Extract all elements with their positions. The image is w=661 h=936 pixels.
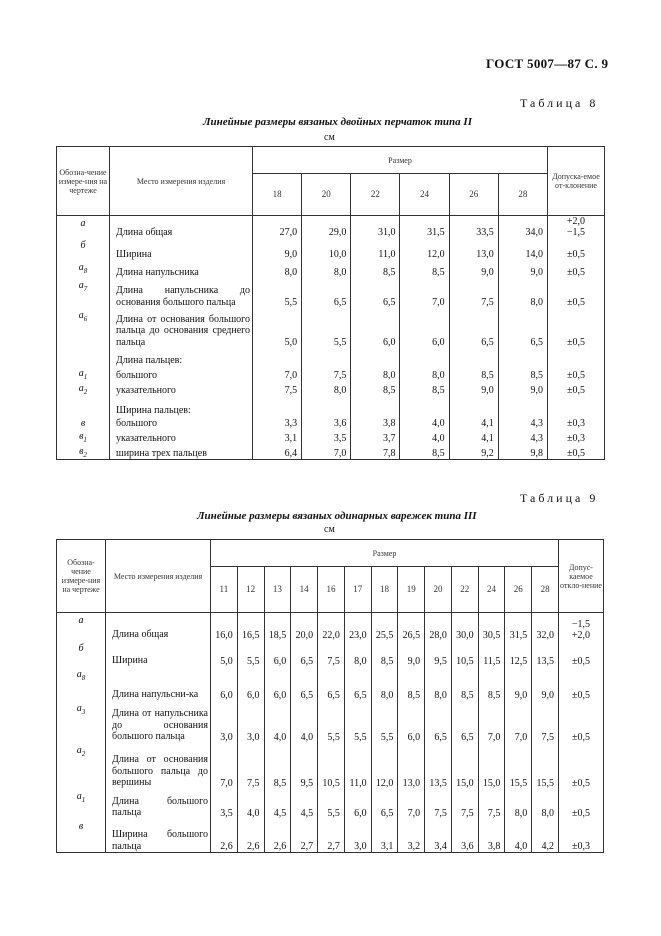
size-value: 4,3 xyxy=(498,429,547,444)
size-value: 9,0 xyxy=(398,641,425,667)
size-value: 8,5 xyxy=(398,667,425,701)
table9-size-18: 18 xyxy=(371,567,398,613)
measurement-code: в xyxy=(57,416,110,429)
size-value: 30,5 xyxy=(478,613,505,641)
size-value: 34,0 xyxy=(498,216,547,239)
size-value: 13,0 xyxy=(449,238,498,260)
table9-col-size: Размер xyxy=(211,540,559,567)
size-value: 8,5 xyxy=(400,260,449,278)
tolerance-value: ±0,5 xyxy=(559,667,604,701)
size-value: 3,2 xyxy=(398,819,425,853)
measurement-place: Длина большого пальца xyxy=(106,789,211,819)
table9-label: Таблица 9 xyxy=(520,491,599,505)
size-value: 6,0 xyxy=(264,641,291,667)
measurement-place: Длина напульсни-ка xyxy=(106,667,211,701)
table9-size-17: 17 xyxy=(344,567,371,613)
table-row xyxy=(57,667,604,701)
measurement-place: Ширина большого пальца xyxy=(106,819,211,853)
size-value: 15,0 xyxy=(478,743,505,789)
size-value: 6,0 xyxy=(344,789,371,819)
size-value: 8,5 xyxy=(351,381,400,396)
measurement-place: указательного xyxy=(110,429,253,444)
table-row xyxy=(57,819,604,853)
measurement-code: а xyxy=(57,613,106,641)
tolerance-value: ±0,5 xyxy=(548,278,605,308)
size-value: 2,7 xyxy=(318,819,345,853)
size-value: 5,5 xyxy=(318,789,345,819)
size-value: 27,0 xyxy=(253,216,302,239)
size-value: 6,5 xyxy=(291,641,318,667)
size-value: 6,5 xyxy=(451,701,478,743)
size-value: 4,1 xyxy=(449,416,498,429)
size-value: 2,6 xyxy=(264,819,291,853)
table-row xyxy=(57,278,605,308)
tolerance-value: ±0,3 xyxy=(548,416,605,429)
size-value: 3,5 xyxy=(302,429,351,444)
size-value: 5,0 xyxy=(253,308,302,348)
table9-size-14: 14 xyxy=(291,567,318,613)
tolerance-value: ±0,5 xyxy=(559,743,604,789)
measurement-place: большого xyxy=(110,366,253,381)
table9-col-place: Место измерения изделия xyxy=(106,540,211,613)
table8-col-size: Размер xyxy=(253,147,548,174)
tolerance-value: −1,5 +2,0 xyxy=(559,613,604,641)
measurement-code: $а_1$ xyxy=(57,366,110,381)
size-value: 8,5 xyxy=(371,641,398,667)
size-value: 26,5 xyxy=(398,613,425,641)
table-row xyxy=(57,444,605,460)
measurement-code: а xyxy=(57,216,110,239)
measurement-code: в xyxy=(57,819,106,853)
size-value: 9,5 xyxy=(291,743,318,789)
size-value: 7,5 xyxy=(253,381,302,396)
size-value: 6,0 xyxy=(237,667,264,701)
tolerance-value: ±0,5 xyxy=(548,260,605,278)
size-value: 12,0 xyxy=(400,238,449,260)
size-value: 5,5 xyxy=(253,278,302,308)
size-value: 31,5 xyxy=(505,613,532,641)
size-value: 6,5 xyxy=(302,278,351,308)
size-value: 3,0 xyxy=(237,701,264,743)
size-value: 9,5 xyxy=(425,641,452,667)
size-value: 8,5 xyxy=(264,743,291,789)
size-value: 6,5 xyxy=(498,308,547,348)
size-value: 2,7 xyxy=(291,819,318,853)
size-value: 6,4 xyxy=(253,444,302,460)
table9-col-tolerance: Допус-каемое откло-нение xyxy=(559,540,604,613)
size-value: 6,5 xyxy=(291,667,318,701)
size-value: 2,6 xyxy=(211,819,238,853)
size-value: 3,4 xyxy=(425,819,452,853)
size-value: 8,0 xyxy=(253,260,302,278)
size-value: 7,5 xyxy=(425,789,452,819)
tolerance-value: ±0,5 xyxy=(559,641,604,667)
measurement-place: ширина трех пальцев xyxy=(110,444,253,460)
table-row xyxy=(57,238,605,260)
table-row xyxy=(57,260,605,278)
size-value: 20,0 xyxy=(291,613,318,641)
size-value: 5,5 xyxy=(344,701,371,743)
size-value: 9,2 xyxy=(449,444,498,460)
table8 xyxy=(56,146,605,460)
size-value: 4,0 xyxy=(264,701,291,743)
size-value: 30,0 xyxy=(451,613,478,641)
size-value: 14,0 xyxy=(498,238,547,260)
size-value: 8,0 xyxy=(302,260,351,278)
size-value: 8,0 xyxy=(400,366,449,381)
size-value: 8,0 xyxy=(371,667,398,701)
table8-label: Таблица 8 xyxy=(520,96,599,110)
size-value: 8,0 xyxy=(302,381,351,396)
size-value: 3,6 xyxy=(451,819,478,853)
measurement-place: большого xyxy=(110,416,253,429)
size-value: 9,0 xyxy=(505,667,532,701)
measurement-place: Ширина xyxy=(106,641,211,667)
table9-size-22: 22 xyxy=(451,567,478,613)
size-value: 6,0 xyxy=(211,667,238,701)
size-value: 9,0 xyxy=(449,381,498,396)
size-value: 3,3 xyxy=(253,416,302,429)
tolerance-value: ±0,5 xyxy=(548,238,605,260)
size-value: 4,1 xyxy=(449,429,498,444)
size-value: 6,0 xyxy=(398,701,425,743)
size-value: 33,5 xyxy=(449,216,498,239)
size-value: 11,5 xyxy=(478,641,505,667)
size-value: 9,0 xyxy=(449,260,498,278)
table-row xyxy=(57,789,604,819)
size-value: 28,0 xyxy=(425,613,452,641)
size-value: 5,5 xyxy=(318,701,345,743)
measurement-code: $а_3$ xyxy=(57,701,106,743)
size-value: 8,5 xyxy=(351,260,400,278)
size-value: 11,0 xyxy=(344,743,371,789)
table9-size-28: 28 xyxy=(532,567,559,613)
table-row xyxy=(57,366,605,381)
size-value: 7,0 xyxy=(478,701,505,743)
size-value: 4,0 xyxy=(505,819,532,853)
table8-size-18: 18 xyxy=(253,174,302,216)
size-value: 31,5 xyxy=(400,216,449,239)
size-value: 23,0 xyxy=(344,613,371,641)
table8-size-24: 24 xyxy=(400,174,449,216)
table8-size-20: 20 xyxy=(302,174,351,216)
table9 xyxy=(56,539,604,853)
size-value: 4,5 xyxy=(264,789,291,819)
table-row xyxy=(57,396,605,416)
size-value: 3,7 xyxy=(351,429,400,444)
size-value: 16,0 xyxy=(211,613,238,641)
measurement-code: б xyxy=(57,641,106,667)
size-value: 7,5 xyxy=(318,641,345,667)
tolerance-value: ±0,3 xyxy=(548,429,605,444)
measurement-place: Длина от основания большого пальца до основания среднего пальца xyxy=(110,308,253,348)
size-value: 8,5 xyxy=(449,366,498,381)
group-label: Ширина пальцев: xyxy=(110,396,253,416)
size-value: 3,1 xyxy=(253,429,302,444)
size-value: 22,0 xyxy=(318,613,345,641)
tolerance-value: ±0,5 xyxy=(548,366,605,381)
measurement-code: $а_6$ xyxy=(57,308,110,348)
size-value: 16,5 xyxy=(237,613,264,641)
size-value: 8,0 xyxy=(425,667,452,701)
size-value: 2,6 xyxy=(237,819,264,853)
size-value: 7,0 xyxy=(253,366,302,381)
table-row xyxy=(57,381,605,396)
measurement-code: $в_1$ xyxy=(57,429,110,444)
size-value: 9,0 xyxy=(253,238,302,260)
size-value: 29,0 xyxy=(302,216,351,239)
size-value: 4,0 xyxy=(400,416,449,429)
size-value: 6,5 xyxy=(371,789,398,819)
tolerance-value: ±0,3 xyxy=(559,819,604,853)
size-value: 5,0 xyxy=(211,641,238,667)
measurement-code: $а_7$ xyxy=(57,278,110,308)
table9-size-11: 11 xyxy=(211,567,238,613)
table8-size-28: 28 xyxy=(498,174,547,216)
size-value: 3,0 xyxy=(211,701,238,743)
size-value: 18,5 xyxy=(264,613,291,641)
table9-size-13: 13 xyxy=(264,567,291,613)
size-value: 8,0 xyxy=(351,366,400,381)
size-value: 4,0 xyxy=(237,789,264,819)
size-value: 3,8 xyxy=(351,416,400,429)
table8-unit: см xyxy=(324,132,335,143)
measurement-code: б xyxy=(57,238,110,260)
measurement-code: $а_8$ xyxy=(57,667,106,701)
size-value: 7,0 xyxy=(398,789,425,819)
size-value: 32,0 xyxy=(532,613,559,641)
size-value: 13,0 xyxy=(398,743,425,789)
table9-size-26: 26 xyxy=(505,567,532,613)
size-value: 5,5 xyxy=(302,308,351,348)
tolerance-value: ±0,5 xyxy=(548,381,605,396)
size-value: 6,5 xyxy=(425,701,452,743)
size-value: 6,0 xyxy=(351,308,400,348)
tolerance-value: +2,0 −1,5 xyxy=(548,216,605,239)
table-row xyxy=(57,308,605,348)
size-value: 10,0 xyxy=(302,238,351,260)
table9-size-12: 12 xyxy=(237,567,264,613)
tolerance-value: ±0,5 xyxy=(548,444,605,460)
measurement-code: $а_2$ xyxy=(57,743,106,789)
tolerance-value: ±0,5 xyxy=(559,701,604,743)
size-value: 3,0 xyxy=(344,819,371,853)
measurement-place: Длина напульсника до основания большого пальца xyxy=(110,278,253,308)
table-row xyxy=(57,216,605,239)
measurement-place: указательного xyxy=(110,381,253,396)
size-value: 9,0 xyxy=(498,260,547,278)
size-value: 6,5 xyxy=(449,308,498,348)
size-value: 6,5 xyxy=(318,667,345,701)
size-value: 7,0 xyxy=(302,444,351,460)
size-value: 15,5 xyxy=(505,743,532,789)
size-value: 4,0 xyxy=(291,701,318,743)
size-value: 9,8 xyxy=(498,444,547,460)
size-value: 4,2 xyxy=(532,819,559,853)
size-value: 8,5 xyxy=(451,667,478,701)
size-value: 15,5 xyxy=(532,743,559,789)
size-value: 8,0 xyxy=(498,278,547,308)
measurement-place: Длина общая xyxy=(110,216,253,239)
size-value: 3,8 xyxy=(478,819,505,853)
table-row xyxy=(57,416,605,429)
table8-size-22: 22 xyxy=(351,174,400,216)
size-value: 8,5 xyxy=(400,381,449,396)
size-value: 7,5 xyxy=(302,366,351,381)
size-value: 7,5 xyxy=(451,789,478,819)
table8-title: Линейные размеры вязаных двойных перчаток типа II xyxy=(203,116,472,128)
size-value: 9,0 xyxy=(498,381,547,396)
size-value: 7,5 xyxy=(478,789,505,819)
size-value: 7,0 xyxy=(400,278,449,308)
size-value: 4,0 xyxy=(400,429,449,444)
measurement-place: Длина общая xyxy=(106,613,211,641)
size-value: 7,5 xyxy=(532,701,559,743)
size-value: 15,0 xyxy=(451,743,478,789)
measurement-code: $а_1$ xyxy=(57,789,106,819)
table9-unit: см xyxy=(324,524,335,535)
table9-size-24: 24 xyxy=(478,567,505,613)
size-value: 7,5 xyxy=(449,278,498,308)
table8-col-code: Обозна-чение измере-ния на чертеже xyxy=(57,147,110,216)
size-value: 8,0 xyxy=(344,641,371,667)
table8-size-26: 26 xyxy=(449,174,498,216)
size-value: 9,0 xyxy=(532,667,559,701)
size-value: 6,5 xyxy=(344,667,371,701)
size-value: 10,5 xyxy=(318,743,345,789)
size-value: 4,5 xyxy=(291,789,318,819)
measurement-place: Длина от напульсника до основания большого пальца xyxy=(106,701,211,743)
measurement-code: $а_8$ xyxy=(57,260,110,278)
table-row xyxy=(57,701,604,743)
table8-col-tolerance: Допуска-емое от-клонение xyxy=(548,147,605,216)
table-row xyxy=(57,743,604,789)
measurement-place: Длина напульсника xyxy=(110,260,253,278)
table8-col-place: Место измерения изделия xyxy=(110,147,253,216)
page-header: ГОСТ 5007—87 С. 9 xyxy=(486,56,609,71)
size-value: 6,0 xyxy=(400,308,449,348)
table-row xyxy=(57,613,604,641)
size-value: 31,0 xyxy=(351,216,400,239)
measurement-code: $а_2$ xyxy=(57,381,110,396)
size-value: 5,5 xyxy=(371,701,398,743)
tolerance-value: ±0,5 xyxy=(559,789,604,819)
size-value: 10,5 xyxy=(451,641,478,667)
table9-title: Линейные размеры вязаных одинарных варежек типа III xyxy=(197,510,477,522)
size-value: 3,1 xyxy=(371,819,398,853)
table-row xyxy=(57,348,605,366)
size-value: 7,0 xyxy=(505,701,532,743)
size-value: 12,0 xyxy=(371,743,398,789)
size-value: 8,0 xyxy=(505,789,532,819)
size-value: 4,3 xyxy=(498,416,547,429)
size-value: 3,6 xyxy=(302,416,351,429)
group-label: Длина пальцев: xyxy=(110,348,253,366)
size-value: 7,8 xyxy=(351,444,400,460)
measurement-code: $в_2$ xyxy=(57,444,110,460)
table9-size-16: 16 xyxy=(318,567,345,613)
size-value: 6,5 xyxy=(351,278,400,308)
table-row xyxy=(57,641,604,667)
size-value: 7,5 xyxy=(237,743,264,789)
size-value: 5,5 xyxy=(237,641,264,667)
size-value: 6,0 xyxy=(264,667,291,701)
size-value: 3,5 xyxy=(211,789,238,819)
size-value: 8,5 xyxy=(478,667,505,701)
measurement-place: Ширина xyxy=(110,238,253,260)
size-value: 13,5 xyxy=(532,641,559,667)
size-value: 13,5 xyxy=(425,743,452,789)
table9-size-20: 20 xyxy=(425,567,452,613)
size-value: 25,5 xyxy=(371,613,398,641)
size-value: 8,5 xyxy=(400,444,449,460)
tolerance-value: ±0,5 xyxy=(548,308,605,348)
size-value: 7,0 xyxy=(211,743,238,789)
size-value: 8,0 xyxy=(532,789,559,819)
size-value: 11,0 xyxy=(351,238,400,260)
table9-col-code: Обозна-чение измере-ния на чертеже xyxy=(57,540,106,613)
size-value: 12,5 xyxy=(505,641,532,667)
measurement-place: Длина от основания большого пальца до вершины xyxy=(106,743,211,789)
size-value: 8,5 xyxy=(498,366,547,381)
table9-size-19: 19 xyxy=(398,567,425,613)
table-row xyxy=(57,429,605,444)
